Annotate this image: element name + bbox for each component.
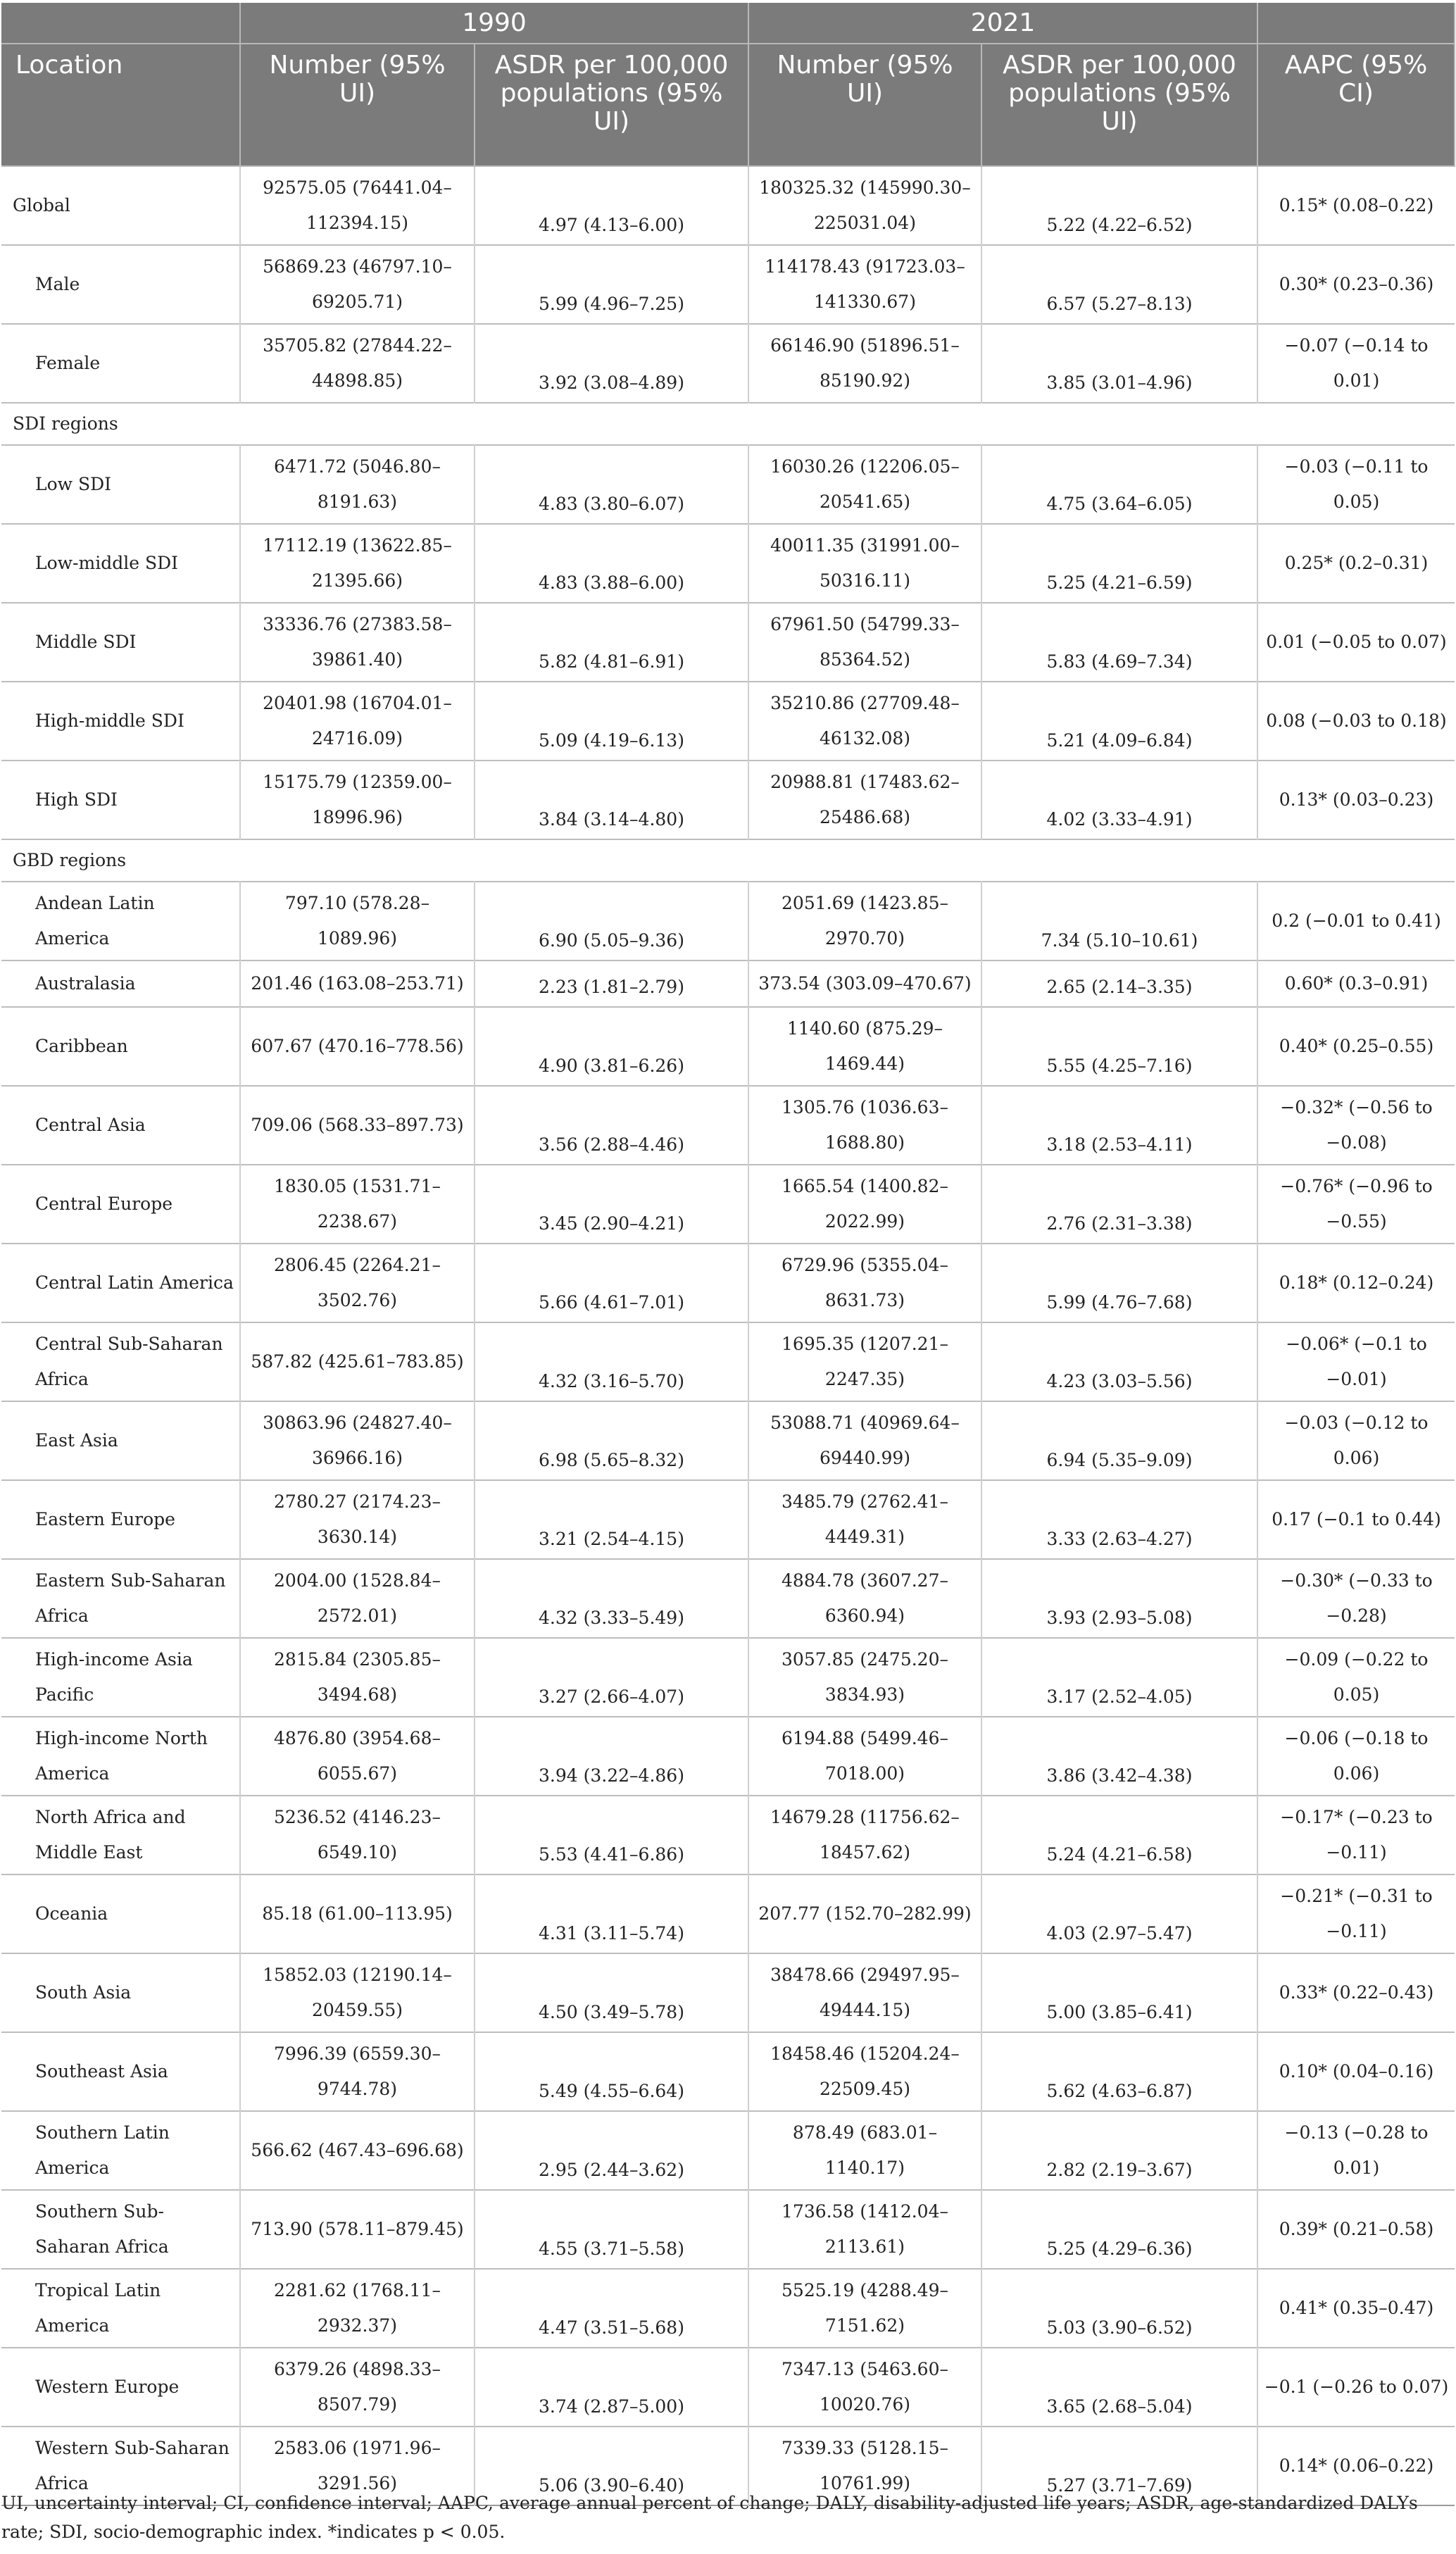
cell-location: South Asia — [1, 1953, 240, 2032]
cell-number-2021: 5525.19 (4288.49–7151.62) — [748, 2269, 981, 2348]
cell-asdr-1990: 3.92 (3.08–4.89) — [475, 324, 748, 403]
cell-asdr-2021: 3.93 (2.93–5.08) — [981, 1559, 1257, 1638]
cell-asdr-1990: 4.83 (3.80–6.07) — [475, 445, 748, 524]
cell-number-1990: 1830.05 (1531.71–2238.67) — [240, 1165, 475, 1244]
cell-aapc: 0.40* (0.25–0.55) — [1257, 1007, 1455, 1086]
cell-asdr-2021: 5.24 (4.21–6.58) — [981, 1796, 1257, 1874]
cell-location: Low SDI — [1, 445, 240, 524]
cell-location: Caribbean — [1, 1007, 240, 1086]
cell-location: Eastern Europe — [1, 1480, 240, 1559]
cell-number-2021: 1736.58 (1412.04–2113.61) — [748, 2190, 981, 2269]
cell-asdr-2021: 3.86 (3.42–4.38) — [981, 1717, 1257, 1796]
daly-table — [1, 3, 1455, 2506]
cell-location: Southeast Asia — [1, 2032, 240, 2111]
cell-location: East Asia — [1, 1401, 240, 1480]
cell-location: Male — [1, 245, 240, 324]
cell-number-2021: 6194.88 (5499.46–7018.00) — [748, 1717, 981, 1796]
cell-asdr-2021: 7.34 (5.10–10.61) — [981, 882, 1257, 960]
cell-asdr-2021: 4.03 (2.97–5.47) — [981, 1874, 1257, 1953]
cell-asdr-1990: 4.31 (3.11–5.74) — [475, 1874, 748, 1953]
header-blank-left — [1, 3, 240, 44]
cell-number-1990: 30863.96 (24827.40–36966.16) — [240, 1401, 475, 1480]
header-aapc: AAPC (95% CI) — [1257, 44, 1455, 166]
cell-asdr-1990: 4.55 (3.71–5.58) — [475, 2190, 748, 2269]
table-row — [1, 2032, 1455, 2111]
cell-number-1990: 7996.39 (6559.30–9744.78) — [240, 2032, 475, 2111]
cell-aapc: −0.17* (−0.23 to −0.11) — [1257, 1796, 1455, 1874]
cell-number-2021: 1695.35 (1207.21–2247.35) — [748, 1322, 981, 1401]
cell-asdr-2021: 5.83 (4.69–7.34) — [981, 603, 1257, 682]
cell-number-2021: 1140.60 (875.29–1469.44) — [748, 1007, 981, 1086]
cell-number-1990: 4876.80 (3954.68–6055.67) — [240, 1717, 475, 1796]
cell-asdr-2021: 5.27 (3.71–7.69) — [981, 2427, 1257, 2505]
cell-asdr-2021: 5.00 (3.85–6.41) — [981, 1953, 1257, 2032]
table-row — [1, 245, 1455, 324]
cell-asdr-1990: 3.21 (2.54–4.15) — [475, 1480, 748, 1559]
cell-aapc: 0.14* (0.06–0.22) — [1257, 2427, 1455, 2505]
cell-number-2021: 40011.35 (31991.00–50316.11) — [748, 524, 981, 603]
cell-number-1990: 607.67 (470.16–778.56) — [240, 1007, 475, 1086]
cell-number-1990: 566.62 (467.43–696.68) — [240, 2111, 475, 2190]
cell-asdr-1990: 4.47 (3.51–5.68) — [475, 2269, 748, 2348]
cell-asdr-2021: 6.94 (5.35–9.09) — [981, 1401, 1257, 1480]
cell-number-1990: 713.90 (578.11–879.45) — [240, 2190, 475, 2269]
table-row — [1, 882, 1455, 960]
cell-aapc: 0.01 (−0.05 to 0.07) — [1257, 603, 1455, 682]
cell-number-2021: 2051.69 (1423.85–2970.70) — [748, 882, 981, 960]
table-row — [1, 1953, 1455, 2032]
table-row — [1, 1244, 1455, 1322]
cell-number-2021: 373.54 (303.09–470.67) — [748, 960, 981, 1007]
section-row — [1, 839, 1455, 882]
table-row — [1, 1717, 1455, 1796]
cell-asdr-1990: 4.32 (3.33–5.49) — [475, 1559, 748, 1638]
header-asdr-1990: ASDR per 100,000 populations (95% UI) — [475, 44, 748, 166]
cell-location: High-income North America — [1, 1717, 240, 1796]
table-row — [1, 1559, 1455, 1638]
cell-aapc: −0.32* (−0.56 to −0.08) — [1257, 1086, 1455, 1165]
cell-aapc: −0.07 (−0.14 to 0.01) — [1257, 324, 1455, 403]
cell-number-2021: 38478.66 (29497.95–49444.15) — [748, 1953, 981, 2032]
cell-number-2021: 67961.50 (54799.33–85364.52) — [748, 603, 981, 682]
cell-asdr-1990: 5.49 (4.55–6.64) — [475, 2032, 748, 2111]
table-row — [1, 524, 1455, 603]
cell-aapc: 0.41* (0.35–0.47) — [1257, 2269, 1455, 2348]
section-label: SDI regions — [1, 403, 1455, 445]
table-row — [1, 2348, 1455, 2427]
table-row — [1, 324, 1455, 403]
cell-asdr-2021: 5.25 (4.29–6.36) — [981, 2190, 1257, 2269]
header-year-2021: 2021 — [748, 3, 1257, 44]
table-row — [1, 1796, 1455, 1874]
cell-asdr-1990: 5.53 (4.41–6.86) — [475, 1796, 748, 1874]
cell-location: Central Europe — [1, 1165, 240, 1244]
cell-number-2021: 4884.78 (3607.27–6360.94) — [748, 1559, 981, 1638]
cell-asdr-1990: 6.98 (5.65–8.32) — [475, 1401, 748, 1480]
cell-asdr-1990: 4.90 (3.81–6.26) — [475, 1007, 748, 1086]
cell-number-1990: 797.10 (578.28–1089.96) — [240, 882, 475, 960]
cell-asdr-2021: 5.21 (4.09–6.84) — [981, 682, 1257, 760]
cell-asdr-1990: 2.23 (1.81–2.79) — [475, 960, 748, 1007]
cell-aapc: −0.1 (−0.26 to 0.07) — [1257, 2348, 1455, 2427]
cell-number-2021: 6729.96 (5355.04–8631.73) — [748, 1244, 981, 1322]
cell-number-1990: 20401.98 (16704.01–24716.09) — [240, 682, 475, 760]
cell-location: Southern Sub-Saharan Africa — [1, 2190, 240, 2269]
header-location: Location — [1, 44, 240, 166]
cell-aapc: 0.18* (0.12–0.24) — [1257, 1244, 1455, 1322]
cell-location: High-middle SDI — [1, 682, 240, 760]
cell-location: Western Sub-Saharan Africa — [1, 2427, 240, 2505]
header-number-1990: Number (95% UI) — [240, 44, 475, 166]
cell-number-2021: 35210.86 (27709.48–46132.08) — [748, 682, 981, 760]
cell-asdr-1990: 3.94 (3.22–4.86) — [475, 1717, 748, 1796]
cell-location: Tropical Latin America — [1, 2269, 240, 2348]
cell-asdr-2021: 4.02 (3.33–4.91) — [981, 760, 1257, 839]
cell-aapc: 0.08 (−0.03 to 0.18) — [1257, 682, 1455, 760]
cell-asdr-1990: 6.90 (5.05–9.36) — [475, 882, 748, 960]
header-asdr-2021: ASDR per 100,000 populations (95% UI) — [981, 44, 1257, 166]
cell-aapc: 0.33* (0.22–0.43) — [1257, 1953, 1455, 2032]
cell-asdr-1990: 5.66 (4.61–7.01) — [475, 1244, 748, 1322]
cell-location: Central Latin America — [1, 1244, 240, 1322]
cell-asdr-1990: 4.32 (3.16–5.70) — [475, 1322, 748, 1401]
table-row — [1, 1007, 1455, 1086]
cell-number-1990: 587.82 (425.61–783.85) — [240, 1322, 475, 1401]
cell-location: Andean Latin America — [1, 882, 240, 960]
cell-number-1990: 15175.79 (12359.00–18996.96) — [240, 760, 475, 839]
cell-number-1990: 6471.72 (5046.80–8191.63) — [240, 445, 475, 524]
cell-number-2021: 114178.43 (91723.03–141330.67) — [748, 245, 981, 324]
cell-number-2021: 207.77 (152.70–282.99) — [748, 1874, 981, 1953]
section-label: GBD regions — [1, 839, 1455, 882]
header-blank-right — [1257, 3, 1455, 44]
table-row — [1, 682, 1455, 760]
cell-asdr-2021: 4.23 (3.03–5.56) — [981, 1322, 1257, 1401]
cell-number-1990: 2815.84 (2305.85–3494.68) — [240, 1638, 475, 1717]
table-footnote: UI, uncertainty interval; CI, confidence interval; AAPC, average annual percent of change; DALY, disability-adjusted life years; ASDR, age-standardized DALYs rate; SDI, socio-demographic index. *indicates p < 0.05. — [1, 2493, 1418, 2542]
cell-number-2021: 878.49 (683.01–1140.17) — [748, 2111, 981, 2190]
table-row — [1, 166, 1455, 245]
cell-number-1990: 2281.62 (1768.11–2932.37) — [240, 2269, 475, 2348]
cell-asdr-2021: 5.55 (4.25–7.16) — [981, 1007, 1257, 1086]
cell-location: Southern Latin America — [1, 2111, 240, 2190]
table-row — [1, 1638, 1455, 1717]
cell-aapc: −0.21* (−0.31 to −0.11) — [1257, 1874, 1455, 1953]
cell-location: Global — [1, 166, 240, 245]
cell-aapc: −0.13 (−0.28 to 0.01) — [1257, 2111, 1455, 2190]
cell-aapc: 0.30* (0.23–0.36) — [1257, 245, 1455, 324]
cell-aapc: 0.2 (−0.01 to 0.41) — [1257, 882, 1455, 960]
cell-number-1990: 5236.52 (4146.23–6549.10) — [240, 1796, 475, 1874]
cell-asdr-1990: 2.95 (2.44–3.62) — [475, 2111, 748, 2190]
cell-number-1990: 33336.76 (27383.58–39861.40) — [240, 603, 475, 682]
section-row — [1, 403, 1455, 445]
cell-asdr-1990: 3.74 (2.87–5.00) — [475, 2348, 748, 2427]
cell-asdr-1990: 3.45 (2.90–4.21) — [475, 1165, 748, 1244]
cell-location: Middle SDI — [1, 603, 240, 682]
cell-number-1990: 2004.00 (1528.84–2572.01) — [240, 1559, 475, 1638]
cell-aapc: −0.03 (−0.12 to 0.06) — [1257, 1401, 1455, 1480]
cell-number-1990: 2780.27 (2174.23–3630.14) — [240, 1480, 475, 1559]
table-row — [1, 603, 1455, 682]
cell-asdr-2021: 3.85 (3.01–4.96) — [981, 324, 1257, 403]
table-row — [1, 1480, 1455, 1559]
table-row — [1, 1401, 1455, 1480]
cell-asdr-1990: 4.50 (3.49–5.78) — [475, 1953, 748, 2032]
cell-number-2021: 3485.79 (2762.41–4449.31) — [748, 1480, 981, 1559]
cell-asdr-1990: 5.82 (4.81–6.91) — [475, 603, 748, 682]
cell-asdr-1990: 5.06 (3.90–6.40) — [475, 2427, 748, 2505]
cell-number-2021: 20988.81 (17483.62–25486.68) — [748, 760, 981, 839]
table-body — [1, 166, 1455, 2505]
cell-number-2021: 180325.32 (145990.30–225031.04) — [748, 166, 981, 245]
cell-location: Australasia — [1, 960, 240, 1007]
table-row — [1, 1322, 1455, 1401]
table-row — [1, 1165, 1455, 1244]
cell-asdr-2021: 3.17 (2.52–4.05) — [981, 1638, 1257, 1717]
header-year-1990: 1990 — [240, 3, 748, 44]
cell-aapc: −0.09 (−0.22 to 0.05) — [1257, 1638, 1455, 1717]
cell-aapc: 0.39* (0.21–0.58) — [1257, 2190, 1455, 2269]
cell-asdr-2021: 5.99 (4.76–7.68) — [981, 1244, 1257, 1322]
cell-number-1990: 35705.82 (27844.22–44898.85) — [240, 324, 475, 403]
cell-location: Eastern Sub-Saharan Africa — [1, 1559, 240, 1638]
table-row — [1, 1874, 1455, 1953]
header-number-2021: Number (95% UI) — [748, 44, 981, 166]
cell-asdr-2021: 5.22 (4.22–6.52) — [981, 166, 1257, 245]
cell-asdr-1990: 4.83 (3.88–6.00) — [475, 524, 748, 603]
cell-number-1990: 15852.03 (12190.14–20459.55) — [240, 1953, 475, 2032]
cell-number-1990: 2806.45 (2264.21–3502.76) — [240, 1244, 475, 1322]
cell-aapc: 0.10* (0.04–0.16) — [1257, 2032, 1455, 2111]
cell-asdr-1990: 5.09 (4.19–6.13) — [475, 682, 748, 760]
cell-asdr-1990: 3.84 (3.14–4.80) — [475, 760, 748, 839]
cell-location: High SDI — [1, 760, 240, 839]
cell-aapc: 0.25* (0.2–0.31) — [1257, 524, 1455, 603]
table-row — [1, 960, 1455, 1007]
table-row — [1, 2269, 1455, 2348]
cell-aapc: −0.06* (−0.1 to −0.01) — [1257, 1322, 1455, 1401]
cell-number-1990: 85.18 (61.00–113.95) — [240, 1874, 475, 1953]
cell-aapc: −0.30* (−0.33 to −0.28) — [1257, 1559, 1455, 1638]
table-row — [1, 445, 1455, 524]
cell-location: North Africa and Middle East — [1, 1796, 240, 1874]
cell-aapc: 0.60* (0.3–0.91) — [1257, 960, 1455, 1007]
cell-location: Central Sub-Saharan Africa — [1, 1322, 240, 1401]
cell-number-2021: 66146.90 (51896.51–85190.92) — [748, 324, 981, 403]
cell-asdr-2021: 2.65 (2.14–3.35) — [981, 960, 1257, 1007]
cell-aapc: −0.06 (−0.18 to 0.06) — [1257, 1717, 1455, 1796]
cell-aapc: −0.76* (−0.96 to −0.55) — [1257, 1165, 1455, 1244]
table-row — [1, 760, 1455, 839]
cell-number-1990: 92575.05 (76441.04–112394.15) — [240, 166, 475, 245]
cell-asdr-2021: 6.57 (5.27–8.13) — [981, 245, 1257, 324]
cell-number-2021: 18458.46 (15204.24–22509.45) — [748, 2032, 981, 2111]
cell-location: Low-middle SDI — [1, 524, 240, 603]
cell-asdr-2021: 2.82 (2.19–3.67) — [981, 2111, 1257, 2190]
table-row — [1, 1086, 1455, 1165]
cell-location: Oceania — [1, 1874, 240, 1953]
cell-number-2021: 14679.28 (11756.62–18457.62) — [748, 1796, 981, 1874]
cell-aapc: 0.17 (−0.1 to 0.44) — [1257, 1480, 1455, 1559]
cell-location: Western Europe — [1, 2348, 240, 2427]
cell-number-1990: 2583.06 (1971.96–3291.56) — [240, 2427, 475, 2505]
cell-number-2021: 53088.71 (40969.64–69440.99) — [748, 1401, 981, 1480]
table-header — [1, 3, 1455, 166]
cell-number-1990: 6379.26 (4898.33–8507.79) — [240, 2348, 475, 2427]
cell-asdr-2021: 5.62 (4.63–6.87) — [981, 2032, 1257, 2111]
cell-number-2021: 3057.85 (2475.20–3834.93) — [748, 1638, 981, 1717]
cell-asdr-2021: 3.33 (2.63–4.27) — [981, 1480, 1257, 1559]
cell-asdr-2021: 3.65 (2.68–5.04) — [981, 2348, 1257, 2427]
cell-number-2021: 1665.54 (1400.82–2022.99) — [748, 1165, 981, 1244]
cell-number-2021: 7339.33 (5128.15–10761.99) — [748, 2427, 981, 2505]
cell-location: Central Asia — [1, 1086, 240, 1165]
cell-number-1990: 17112.19 (13622.85–21395.66) — [240, 524, 475, 603]
cell-asdr-1990: 5.99 (4.96–7.25) — [475, 245, 748, 324]
cell-asdr-2021: 4.75 (3.64–6.05) — [981, 445, 1257, 524]
cell-number-1990: 56869.23 (46797.10–69205.71) — [240, 245, 475, 324]
cell-asdr-1990: 3.56 (2.88–4.46) — [475, 1086, 748, 1165]
cell-number-1990: 201.46 (163.08–253.71) — [240, 960, 475, 1007]
cell-aapc: 0.15* (0.08–0.22) — [1257, 166, 1455, 245]
cell-asdr-2021: 3.18 (2.53–4.11) — [981, 1086, 1257, 1165]
cell-aapc: −0.03 (−0.11 to 0.05) — [1257, 445, 1455, 524]
cell-location: Female — [1, 324, 240, 403]
cell-location: High-income Asia Pacific — [1, 1638, 240, 1717]
table-row — [1, 2190, 1455, 2269]
cell-asdr-1990: 3.27 (2.66–4.07) — [475, 1638, 748, 1717]
table-row — [1, 2111, 1455, 2190]
cell-aapc: 0.13* (0.03–0.23) — [1257, 760, 1455, 839]
cell-number-1990: 709.06 (568.33–897.73) — [240, 1086, 475, 1165]
cell-number-2021: 7347.13 (5463.60–10020.76) — [748, 2348, 981, 2427]
cell-number-2021: 16030.26 (12206.05–20541.65) — [748, 445, 981, 524]
cell-number-2021: 1305.76 (1036.63–1688.80) — [748, 1086, 981, 1165]
cell-asdr-2021: 2.76 (2.31–3.38) — [981, 1165, 1257, 1244]
cell-asdr-2021: 5.25 (4.21–6.59) — [981, 524, 1257, 603]
cell-asdr-1990: 4.97 (4.13–6.00) — [475, 166, 748, 245]
cell-asdr-2021: 5.03 (3.90–6.52) — [981, 2269, 1257, 2348]
